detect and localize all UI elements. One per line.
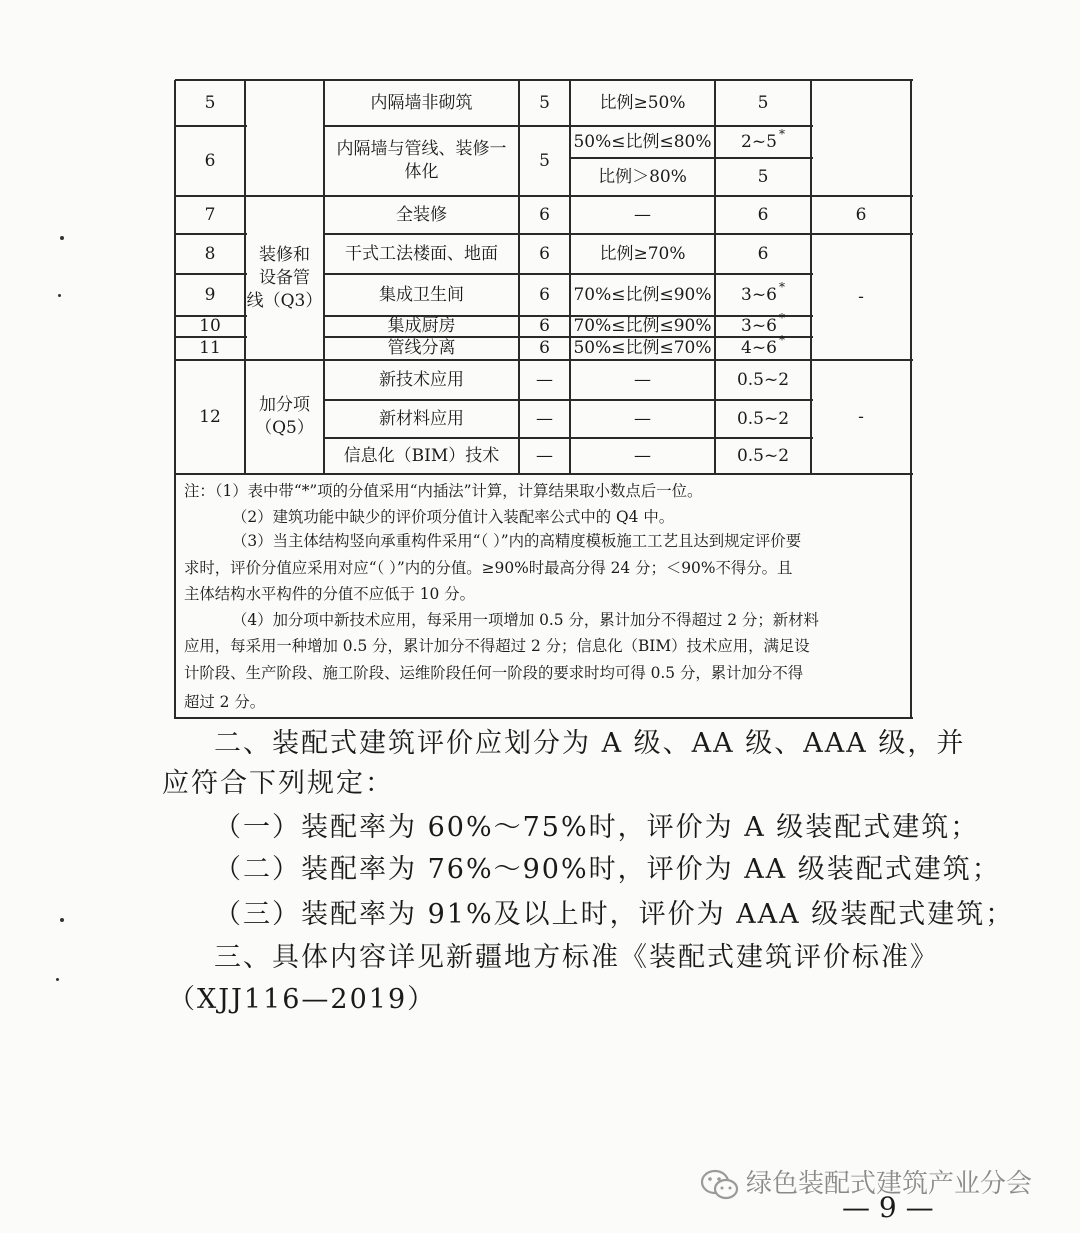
row-number: 7 [204,204,216,225]
category-label-line: 装修和 [259,244,310,265]
row-number: 5 [204,92,216,113]
row-number: 6 [204,150,216,171]
row-number: 12 [199,406,221,427]
item-name-line: 内隔墙与管线、装修一 [336,139,507,159]
interpolation-star: * [778,333,785,347]
item-name: 集成厨房 [387,316,456,336]
table-rule [175,717,913,719]
row-number: 11 [199,338,221,358]
item-score: 6 [539,204,550,225]
item-value: 0.5~2 [736,445,790,466]
item-value: 6 [757,243,769,264]
item-value: 3~6 * [715,316,811,337]
item-value: 5 [757,92,769,113]
item-name: 全装修 [396,204,447,225]
item-name: 内隔墙非砌筑 [370,92,473,113]
note-line: 超过 2 分。 [184,693,266,711]
item-name: 集成卫生间 [379,284,464,305]
body-paragraph: （XJJ116—2019） [168,984,437,1015]
item-condition: 比例＞80% [598,166,687,187]
body-paragraph: 三、具体内容详见新疆地方标准《装配式建筑评价标准》 [214,942,939,973]
item-condition: 比例≥50% [599,92,686,113]
row-number: 8 [204,243,216,264]
watermark-text: 绿色装配式建筑产业分会 [746,1169,1033,1199]
item-condition: — [634,369,651,390]
item-name: 新技术应用 [379,369,464,390]
item-score: — [536,445,553,466]
item-condition: — [634,445,651,466]
row-number: 9 [204,284,216,305]
item-score: — [536,369,553,390]
interpolation-star: * [778,126,785,141]
item-value: 2~5 * [715,126,811,158]
item-name-line: 体化 [404,162,439,182]
item-value: 3~6 * [715,274,811,316]
item-condition: 70%≤比例≤90% [573,316,712,336]
note-line: 注：（1）表中带“*”项的分值采用“内插法”计算，计算结果取小数点后一位。 [184,482,703,500]
category-label [245,196,324,360]
row-number: 10 [199,316,221,336]
item-value: 5 [757,166,769,187]
note-line: 主体结构水平构件的分值不应低于 10 分。 [184,585,476,603]
page-number: — 9 — [842,1191,934,1224]
item-name: 信息化（BIM）技术 [343,445,500,466]
item-score: 6 [539,316,550,336]
min-score: - [858,286,864,307]
scan-speck [58,294,61,297]
item-condition: — [634,408,651,429]
item-value: 4~6 * [715,337,811,360]
note-line: （2）建筑功能中缺少的评价项分值计入装配率公式中的 Q4 中。 [232,508,675,526]
interpolation-star: * [778,311,785,325]
note-line: （4）加分项中新技术应用，每采用一项增加 0.5 分，累计加分不得超过 2 分；新材料 [232,611,819,629]
item-score: 6 [539,243,550,264]
body-paragraph: （三）装配率为 91%及以上时，评价为 AAA 级装配式建筑； [214,899,1015,930]
scan-speck [56,978,59,981]
body-paragraph: 应符合下列规定： [162,768,394,799]
item-condition: 50%≤比例≤80% [573,131,712,152]
note-line: 应用，每采用一种增加 0.5 分，累计加分不得超过 2 分；信息化（BIM）技术应用，满足设 [184,637,810,655]
body-paragraph: 二、装配式建筑评价应划分为 A 级、AA 级、AAA 级，并 [214,728,966,759]
min-score: - [858,406,864,427]
item-value: 6 [757,204,769,225]
item-name: 管线分离 [387,338,456,358]
category-label-line: 加分项 [259,395,310,415]
item-score: 5 [539,92,550,113]
item-condition: 50%≤比例≤70% [573,338,712,358]
item-score: 5 [539,150,550,171]
category-label-line: 线（Q3） [246,290,323,311]
category-label-line: 设备管 [259,267,310,288]
item-score: — [536,408,553,429]
item-name: 干式工法楼面、地面 [345,243,498,264]
body-paragraph: （二）装配率为 76%～90%时，评价为 AA 级装配式建筑； [214,854,1001,885]
item-value: 0.5~2 [736,408,790,429]
item-score: 6 [539,284,550,305]
item-score: 6 [539,338,550,358]
note-line: （3）当主体结构竖向承重构件采用“（ ）”内的高精度模板施工工艺且达到规定评价要 [232,532,802,550]
body-paragraph: （一）装配率为 60%～75%时，评价为 A 级装配式建筑； [214,812,980,843]
note-line: 计阶段、生产阶段、施工阶段、运维阶段任何一阶段的要求时均可得 0.5 分，累计加分不得 [184,664,804,682]
scan-speck [60,918,64,922]
item-name: 新材料应用 [379,408,464,429]
scan-speck [60,236,64,240]
item-value: 0.5~2 [736,369,790,390]
item-condition: 70%≤比例≤90% [573,284,712,305]
item-condition: 比例≥70% [599,243,686,264]
note-line: 求时，评价分值应采用对应“（ ）”内的分值。≥90%时最高分得 24 分；＜90%不得分。且 [184,559,793,577]
interpolation-star: * [778,279,785,294]
min-score: 6 [855,204,867,225]
category-label-line: （Q5） [255,418,314,438]
wechat-icon [700,1168,740,1202]
item-name [324,126,519,196]
category-label [245,360,324,474]
item-condition: — [634,204,651,225]
